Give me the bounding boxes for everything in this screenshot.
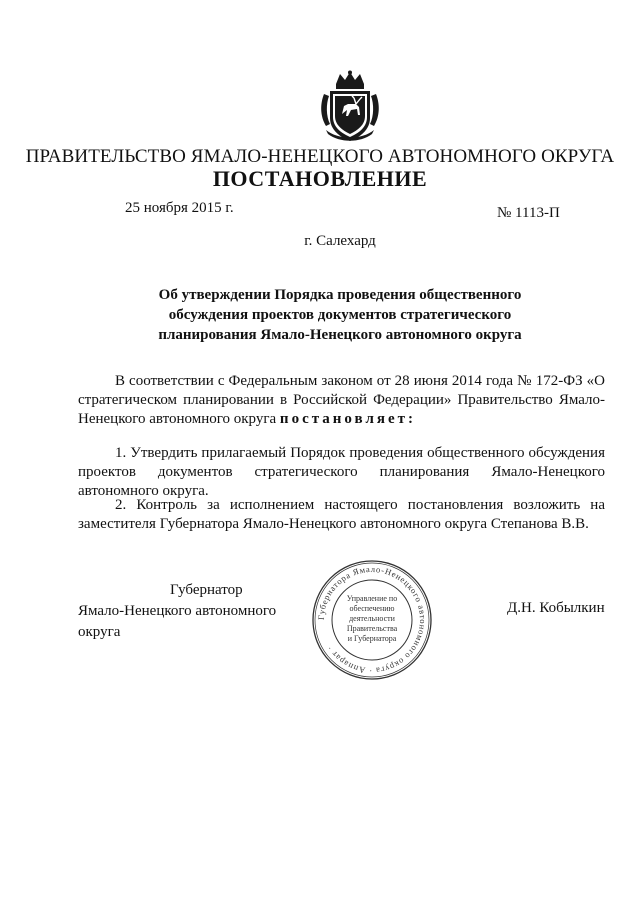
subject-line: Об утверждении Порядка проведения общественного <box>158 287 522 303</box>
document-number: № 1113-П <box>497 205 560 221</box>
document-type: ПОСТАНОВЛЕНИЕ <box>212 166 428 191</box>
subject-line: планирования Ямало-Ненецкого автономного округа <box>158 327 522 343</box>
stamp-center-line: и Губернатора <box>347 634 397 643</box>
preamble-paragraph <box>78 372 605 429</box>
signatory-title-line: Ямало-Ненецкого автономного округа <box>78 603 277 640</box>
stamp-center-line: Правительства <box>346 624 398 633</box>
signatory-title-line: Губернатор <box>170 582 243 598</box>
stamp-ring-text: Губернатора Ямало-Ненецкого автономного округа · Аппарат · <box>315 563 429 677</box>
stamp-center-line: Управление по <box>346 594 398 603</box>
city: г. Салехард <box>304 233 376 249</box>
item-2: 2. Контроль за исполнением настоящего постановления возложить на заместителя Губернатора Ямало-Ненецкого автономного округа Степанова В.В. <box>78 497 605 532</box>
coat-of-arms-icon <box>318 70 382 144</box>
document-subject <box>130 285 550 345</box>
item-paragraph <box>78 444 605 501</box>
item-1: 1. Утвердить прилагаемый Порядок проведения общественного обсуждения проектов документов стратегического планирования Ямало-Ненецкого автономного округа. <box>78 445 605 499</box>
resolves-word: постановляет: <box>279 411 416 427</box>
subject-line: обсуждения проектов документов стратегического <box>168 307 512 323</box>
organization-name: ПРАВИТЕЛЬСТВО ЯМАЛО-НЕНЕЦКОГО АВТОНОМНОГО ОКРУГА <box>25 146 615 167</box>
stamp-center-line: обеспечению <box>349 604 395 613</box>
signatory-name: Д.Н. Кобылкин <box>507 600 605 616</box>
signatory-title <box>78 580 318 643</box>
stamp-center-line: деятельности <box>349 614 395 623</box>
item-paragraph <box>78 496 605 534</box>
document-date: 25 ноября 2015 г. <box>125 200 234 216</box>
preamble-text: В соответствии с Федеральным законом от 28 июня 2014 года № 172-ФЗ «О стратегическом планировании в Российской Федерации» Правительство Ямало-Ненецкого автономного округа <box>78 373 605 427</box>
official-stamp <box>310 558 434 682</box>
